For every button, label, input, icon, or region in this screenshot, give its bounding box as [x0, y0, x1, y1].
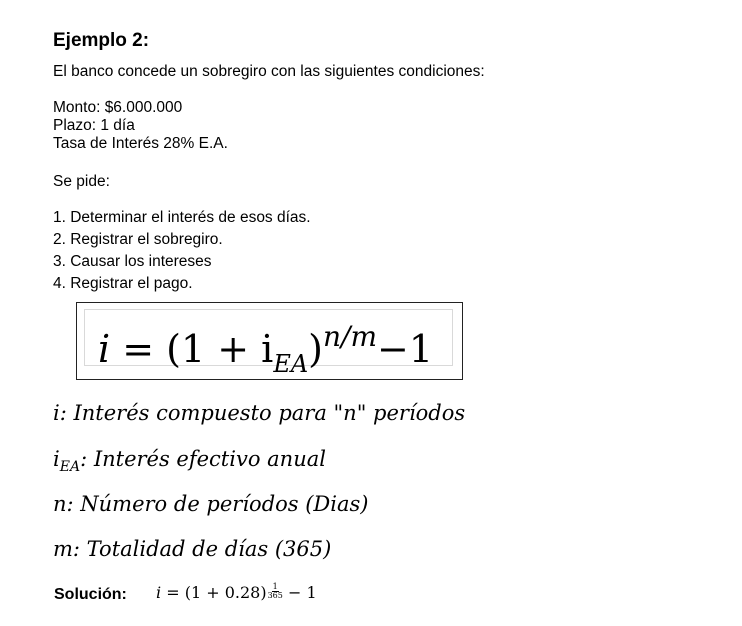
task-item: 3. Causar los intereses — [53, 253, 212, 270]
formula-lhs: i — [98, 327, 111, 371]
formula-box — [76, 302, 463, 380]
definition-i: i: Interés compuesto para "n" períodos — [53, 401, 466, 425]
formula-eq: = (1 + i — [110, 327, 274, 371]
example-title: Ejemplo 2: — [53, 30, 150, 51]
task-item: 2. Registrar el sobregiro. — [53, 231, 223, 248]
task-item: 1. Determinar el interés de esos días. — [53, 209, 311, 226]
solution-label: Solución: — [54, 586, 127, 603]
compound-interest-formula — [98, 315, 433, 386]
condition-amount: Monto: $6.000.000 — [53, 99, 183, 116]
formula-sub: EA — [273, 350, 309, 378]
formula-close: ) — [308, 327, 323, 371]
formula-inner — [84, 309, 453, 378]
definition-iea: $i_{EA}$: Interés efectivo anual — [53, 447, 326, 475]
solution-equation: i = (1 + 0.28) $\frac{1}{365}$ − 1 — [156, 582, 317, 602]
condition-term: Plazo: 1 día — [53, 117, 135, 134]
definition-n: n: Número de períodos (Dias) — [53, 492, 369, 516]
definition-m: m: Totalidad de días (365) — [53, 537, 332, 561]
se-pide-label: Se pide: — [53, 173, 110, 190]
formula-exp: n/m — [323, 320, 378, 353]
solution-exponent: $\frac{1}{365}$ — [267, 582, 283, 600]
intro-text: El banco concede un sobregiro con las siguientes condiciones: — [53, 63, 485, 80]
formula-tail: −1 — [377, 327, 434, 371]
condition-rate: Tasa de Interés 28% E.A. — [53, 135, 228, 152]
task-item: 4. Registrar el pago. — [53, 275, 193, 292]
